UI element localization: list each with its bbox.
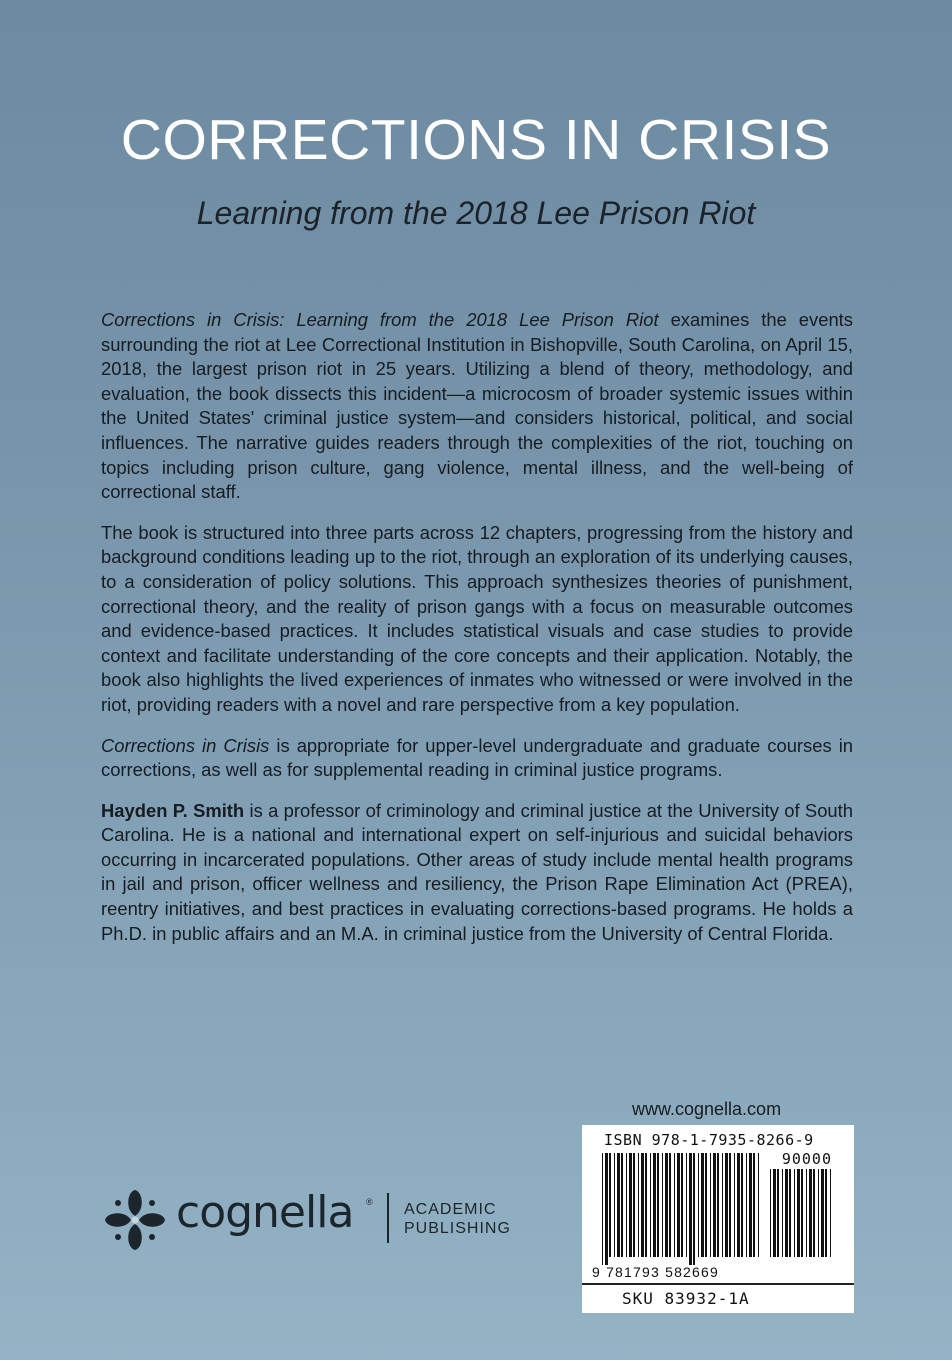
barcode-panel	[582, 1125, 854, 1313]
book-title-reference: Corrections in Crisis: Learning from the 2018 Lee Prison Riot	[101, 309, 659, 330]
barcode-bar	[758, 1153, 759, 1257]
sku-number: SKU 83932-1A	[582, 1283, 854, 1313]
description-paragraph-2	[101, 521, 853, 718]
barcode-bar	[641, 1153, 644, 1257]
publisher-website: www.cognella.com	[632, 1099, 782, 1119]
barcode-bar	[686, 1153, 687, 1257]
barcode-bar	[689, 1153, 692, 1265]
barcode-bar	[669, 1153, 671, 1257]
barcode-bar	[789, 1169, 791, 1257]
barcode-bar	[830, 1169, 831, 1257]
description-paragraph-3	[101, 734, 853, 783]
barcode-bar	[677, 1153, 680, 1257]
barcode-bar	[753, 1153, 755, 1257]
description-paragraph-1	[101, 308, 853, 505]
ean-barcode	[602, 1153, 764, 1265]
barcode-bar	[650, 1153, 651, 1257]
author-bio-paragraph	[101, 799, 853, 947]
barcode-bar	[749, 1153, 752, 1257]
barcode-bar	[729, 1153, 731, 1257]
back-cover-description	[101, 308, 853, 962]
paragraph-text: is appropriate for upper-level undergraduate and graduate courses in corrections, as well as for supplemental reading in criminal justice programs.	[101, 734, 854, 781]
barcode-bar	[818, 1169, 819, 1257]
barcode-bar	[665, 1153, 668, 1257]
barcode-bar	[770, 1169, 771, 1257]
logo-subtitle-line-1: ACADEMIC	[404, 1201, 497, 1218]
barcode-bar	[621, 1153, 623, 1257]
barcode-bar	[693, 1153, 695, 1265]
barcode-bar	[821, 1169, 824, 1257]
paragraph-text: The book is structured into three parts across 12 chapters, progressing from the history and background conditions leading up to the riot, through an exploration of its underlying causes, to a consideration of policy solutions. This approach synthesizes theories of punishment, correctional theory, and the reality of prison gangs with a focus on measurable outcomes and evidence-based practices. It includes statistical visuals and case studies to provide context and facilitate understanding of the core concepts and their application. Notably, the book also highlights the lived experiences of inmates who witnessed or were involved in the riot, providing readers with a novel and rare perspective from a key population.	[101, 521, 853, 715]
barcode-bar	[717, 1153, 719, 1257]
author-name: Hayden P. Smith	[101, 799, 245, 821]
logo-subtitle-line-2: PUBLISHING	[404, 1220, 511, 1237]
barcode-bar	[777, 1169, 779, 1257]
barcode-bar	[605, 1153, 608, 1265]
barcode-digits: 9 781793 582669	[592, 1264, 719, 1280]
logo-wordmark: cognella	[176, 1187, 354, 1238]
barcode-bar	[710, 1153, 711, 1257]
barcode-bar	[737, 1153, 740, 1257]
barcode-bar	[617, 1153, 620, 1257]
barcode-bar	[741, 1153, 743, 1257]
book-title: CORRECTIONS IN CRISIS	[120, 108, 832, 172]
book-title-reference: Corrections in Crisis	[101, 734, 270, 756]
barcode-bar	[638, 1153, 639, 1257]
barcode-bar	[602, 1153, 603, 1265]
barcode-bar	[626, 1153, 627, 1257]
paragraph-text: examines the events surrounding the riot at Lee Correctional Institution in Bishopville, South Carolina, on April 15, 2018, the largest prison riot in 25 years. Utilizing a blend of theory, methodology, and evaluation, the book dissects this incident—a microcosm of broader systemic issues within the United States' criminal justice system—and considers historical, political, and social influences. The narrative guides readers through the complexities of the riot, touching on topics including prison culture, gang violence, mental illness, and the well-being of correctional staff.	[101, 309, 853, 503]
barcode-bar	[746, 1153, 747, 1257]
barcode-bar	[797, 1169, 800, 1257]
book-subtitle: Learning from the 2018 Lee Prison Riot	[196, 195, 756, 231]
cognella-flower-icon	[100, 1185, 170, 1255]
barcode-bar	[662, 1153, 663, 1257]
barcode-bar	[681, 1153, 683, 1257]
barcode-bar	[794, 1169, 795, 1257]
barcode-bar	[645, 1153, 647, 1257]
barcode-bar	[806, 1169, 807, 1257]
barcode-bar	[722, 1153, 723, 1257]
barcode-bar	[614, 1153, 615, 1257]
barcode-bar	[629, 1153, 632, 1257]
barcode-bar	[785, 1169, 788, 1257]
barcode-bar	[633, 1153, 635, 1257]
registered-mark: ®	[366, 1197, 373, 1207]
barcode-bar	[701, 1153, 704, 1257]
barcode-bar	[809, 1169, 812, 1257]
barcode-bar	[801, 1169, 803, 1257]
isbn-number: ISBN 978-1-7935-8266-9	[604, 1131, 814, 1149]
barcode-bar	[674, 1153, 675, 1257]
barcode-bar	[773, 1169, 776, 1257]
barcode-bar	[825, 1169, 827, 1257]
barcode-bar	[705, 1153, 707, 1257]
barcode-bar	[725, 1153, 728, 1257]
logo-divider	[387, 1193, 389, 1243]
author-bio-text: is a professor of criminology and criminal justice at the University of South Carolina. He is a national and international expert on self-injurious and suicidal behaviors occurring in incarcerated populations. Other areas of study include mental health programs in jail and prison, officer wellness and resiliency, the Prison Rape Elimination Act (PREA), reentry initiatives, and best practices in evaluating corrections-based programs. He holds a Ph.D. in public affairs and an M.A. in criminal justice from the University of Central Florida.	[101, 799, 853, 944]
barcode-bar	[713, 1153, 716, 1257]
barcode-bar	[813, 1169, 815, 1257]
barcode-bar	[782, 1169, 783, 1257]
price-code: 90000	[781, 1150, 832, 1168]
barcode-bar	[609, 1153, 611, 1257]
logo-subtitle	[404, 1200, 511, 1238]
barcode-bar	[734, 1153, 735, 1257]
addon-barcode	[770, 1169, 836, 1265]
barcode-bar	[657, 1153, 659, 1257]
barcode-bar	[653, 1153, 656, 1257]
barcode-bar	[698, 1153, 699, 1257]
